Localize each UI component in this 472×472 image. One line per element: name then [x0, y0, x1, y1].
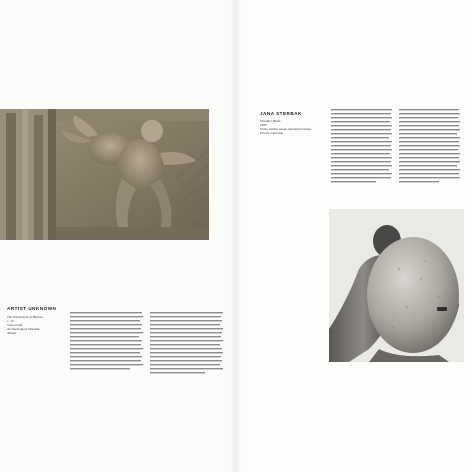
sculpture-photograph	[329, 209, 464, 362]
caption-title: Shoulder Blade	[260, 119, 281, 123]
body-text-column-1	[70, 312, 144, 375]
caption-medium: Stone, leather straps and metal buckles	[260, 127, 312, 131]
text-lines	[70, 312, 144, 374]
caption-date: 1998	[260, 123, 267, 127]
caption-location: Athens	[7, 331, 17, 335]
body-text-column-2	[150, 312, 224, 379]
body-text-column-4	[399, 109, 461, 188]
text-lines	[150, 312, 224, 378]
artist-heading-right: JANA STERBAK	[260, 111, 302, 116]
caption-title: The Punishment of Hephus	[7, 315, 43, 319]
caption-line-4: Archaeological Museum	[7, 327, 40, 331]
relief-image	[0, 109, 209, 240]
sculpture-image	[329, 209, 464, 362]
caption-left	[7, 315, 43, 335]
relief-photograph	[0, 109, 209, 240]
caption-right	[260, 119, 311, 135]
text-lines	[331, 109, 393, 187]
book-gutter	[230, 0, 242, 472]
text-lines	[399, 109, 461, 187]
caption-date: c. 10	[7, 319, 14, 323]
caption-medium: Stone relief	[7, 323, 23, 327]
body-text-column-3	[331, 109, 393, 188]
artist-heading-left: ARTIST UNKNOWN	[7, 306, 57, 311]
caption-location: Private collection	[260, 131, 284, 135]
